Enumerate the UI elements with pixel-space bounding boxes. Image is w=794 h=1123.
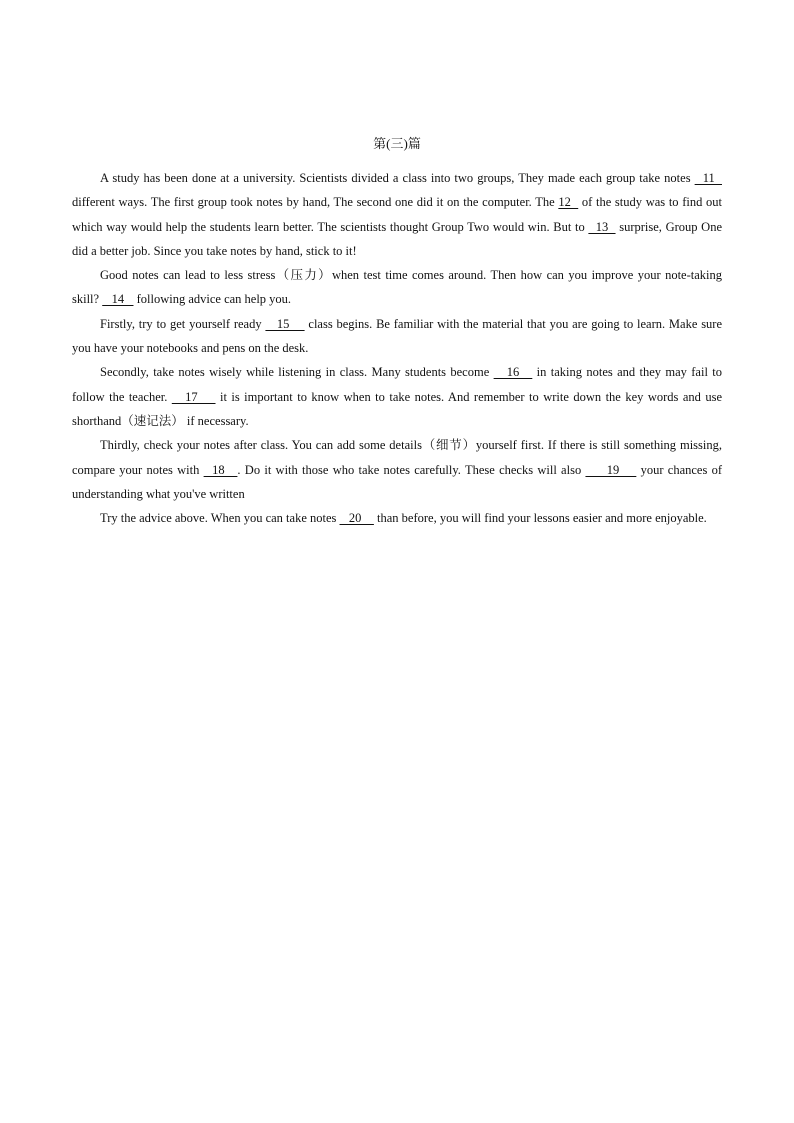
paragraph <box>72 312 722 361</box>
paragraph-text: Try the advice above. When you can take notes <box>100 511 340 526</box>
answer-blank: 19 <box>585 462 637 477</box>
answer-blank: 11 <box>694 171 722 185</box>
answer-blank: 14 <box>102 292 134 307</box>
answer-blank: 15 <box>265 316 305 331</box>
paragraph-text: following advice can help you. <box>133 292 292 307</box>
paragraph <box>72 360 722 433</box>
paragraph <box>72 433 722 506</box>
paragraph-text: Secondly, take notes wisely while listening in class. Many students become <box>100 365 494 380</box>
paragraph-text: Good notes can lead to less stress（压力）when test time comes around. Then how can you improve your note-taking skill? <box>72 268 722 307</box>
document-page <box>72 132 722 530</box>
paragraph-text: . Do it with those who take notes carefully. These checks will also <box>237 462 586 477</box>
paragraph-text: different ways. The first group took notes by hand, The second one did it on the computer. The <box>72 195 559 210</box>
paragraph-text: of the study was to find out which way would help the students learn better. The scientists thought Group Two would win. But to <box>72 195 723 234</box>
answer-blank: 18 <box>203 462 238 477</box>
paragraph-text: than before, you will find your lessons easier and more enjoyable. <box>373 511 707 526</box>
paragraph <box>72 263 722 312</box>
answer-blank: 16 <box>493 365 533 380</box>
paragraph <box>72 166 722 263</box>
paragraph-text: Thirdly, check your notes after class. You can add some details（细节）yourself first. If there is still something missing, compare your notes with <box>72 438 722 477</box>
paragraph-text: surprise, Group One did a better job. Since you take notes by hand, stick to it! <box>72 219 722 258</box>
paragraph-text: it is important to know when to take notes. And remember to write down the key words and use shorthand（速记法） if necessary. <box>72 389 723 428</box>
passage-title: 第(三)篇 <box>373 136 421 151</box>
paragraph-text: A study has been done at a university. Scientists divided a class into two groups, They made each group take notes <box>100 171 695 185</box>
paragraph-text: class begins. Be familiar with the material that you are going to learn. Make sure you have your notebooks and pens on the desk. <box>72 316 723 356</box>
answer-blank: 12 <box>558 195 579 210</box>
paragraph <box>72 506 722 530</box>
answer-blank: 20 <box>339 511 374 526</box>
answer-blank: 13 <box>588 219 616 234</box>
paragraph-text: Firstly, try to get yourself ready <box>100 316 266 331</box>
paragraph-text: your chances of understanding what you've written <box>72 462 722 501</box>
paragraph-text: in taking notes and they may fail to follow the teacher. <box>72 365 723 404</box>
answer-blank: 17 <box>171 389 216 404</box>
passage-body <box>72 166 722 530</box>
